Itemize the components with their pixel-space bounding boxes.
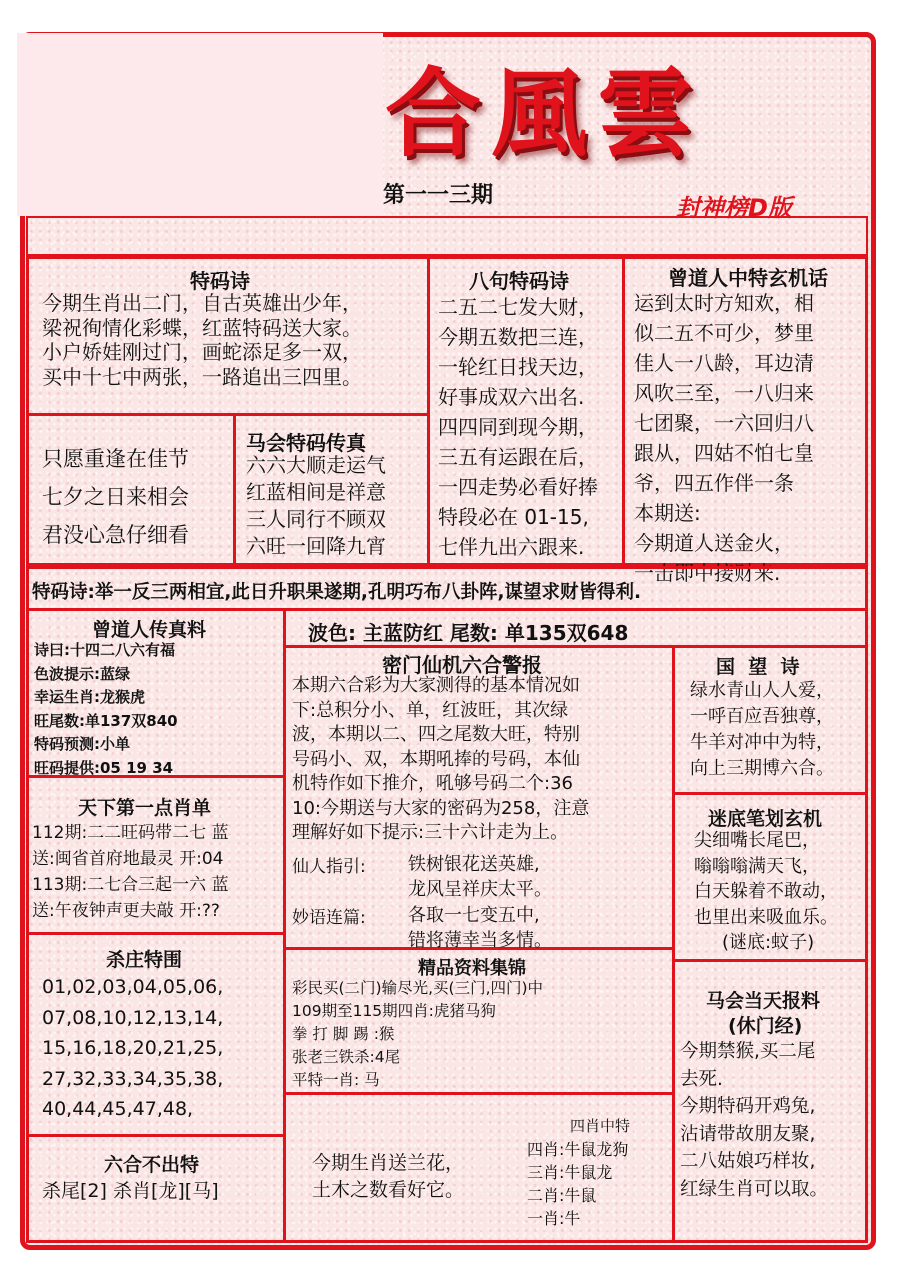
guowang-line: 一呼百应吾独尊， bbox=[690, 706, 834, 727]
poem2-body bbox=[438, 292, 598, 562]
dangtian-title: 马会当天报料 bbox=[706, 990, 821, 1012]
tianxia-title: 天下第一点肖单 bbox=[78, 797, 212, 819]
sixiao-line: 二肖:牛鼠 bbox=[527, 1186, 597, 1205]
midi-line: 尖细嘴长尾巴， bbox=[694, 830, 820, 851]
guowang-title: 国 望 诗 bbox=[716, 656, 800, 678]
mahui-line: 六旺一回降九宵 bbox=[246, 534, 386, 558]
poem3-line: 跟从，四姑不怕七皇 bbox=[634, 441, 814, 465]
sixiao-line: 三肖:牛鼠龙 bbox=[527, 1163, 613, 1182]
midi-line: 白天躲着不敢动， bbox=[694, 881, 838, 902]
poem1-title: 特码诗 bbox=[190, 269, 250, 293]
miman-hint-body bbox=[408, 852, 552, 902]
miman-hint-label: 仙人指引: bbox=[292, 857, 366, 877]
miman-hint-line: 龙风呈祥庆太平。 bbox=[408, 879, 552, 900]
zengdao-line: 旺码提供:05 19 34 bbox=[34, 758, 174, 777]
guowang-body bbox=[690, 678, 834, 782]
miman-wonder-label: 妙语连篇: bbox=[292, 908, 366, 928]
poem1-line: 梁祝徇情化彩蝶，红蓝特码送大家。 bbox=[42, 315, 362, 340]
shazhuang-line: 07,08,10,12,13,14, bbox=[42, 1006, 224, 1029]
miman-line: 理解好如下提示:三十六计走为上。 bbox=[292, 822, 569, 843]
tianxia-body bbox=[32, 820, 229, 924]
poem2-line: 今期五数把三连， bbox=[438, 325, 598, 349]
dangtian-body bbox=[680, 1038, 828, 1203]
miman-title: 密门仙机六合警报 bbox=[382, 653, 542, 677]
lanhua-line: 今期生肖送兰花， bbox=[312, 1152, 465, 1174]
poem3-line: 今期道人送金火， bbox=[634, 531, 794, 555]
verse-line: 七夕之日来相会 bbox=[42, 485, 189, 509]
poem2-line: 四四同到现今期， bbox=[438, 415, 598, 439]
verse-line: 君没心急仔细看 bbox=[42, 523, 189, 547]
midi-body bbox=[694, 828, 838, 956]
poem3-title: 曾道人中特玄机话 bbox=[668, 266, 828, 290]
sixiao-line: 一肖:牛 bbox=[527, 1209, 581, 1228]
mahui-title: 马会特码传真 bbox=[246, 431, 366, 455]
poem3-line: 似二五不可少，梦里 bbox=[634, 321, 814, 345]
poem3-line: 运到太时方知欢，相 bbox=[634, 291, 814, 315]
guowang-line: 向上三期博六合。 bbox=[690, 758, 834, 779]
jingpin-line: 彩民买(二门)输尽光,买(三门,四门)中 bbox=[292, 979, 544, 997]
mahui-body bbox=[246, 452, 386, 560]
sixiao-line: 四肖:牛鼠龙狗 bbox=[527, 1140, 629, 1159]
jingpin-line: 拳 打 脚 踢 :猴 bbox=[292, 1025, 395, 1043]
shazhuang-line: 40,44,45,47,48, bbox=[42, 1098, 194, 1120]
header-title: 合風雲 bbox=[385, 57, 703, 170]
poem2-line: 特段必在 01-15, bbox=[438, 505, 589, 529]
guowang-line: 绿水青山人人爱， bbox=[690, 680, 834, 701]
poem2-title: 八句特码诗 bbox=[469, 269, 569, 293]
poem2-line: 三五有运跟在后， bbox=[438, 445, 598, 469]
zengdao-line: 旺尾数:单137双840 bbox=[34, 711, 178, 730]
dangtian-line: 去死. bbox=[680, 1068, 723, 1090]
zengdao-title: 曾道人传真料 bbox=[92, 619, 207, 641]
zengdao-line: 诗曰:十四二八六有福 bbox=[34, 641, 175, 659]
verse-line: 只愿重逢在佳节 bbox=[42, 447, 189, 471]
shazhuang-numbers bbox=[42, 972, 223, 1125]
miman-wonder-line: 错将薄幸当多情。 bbox=[408, 930, 552, 951]
liuhe-title: 六合不出特 bbox=[104, 1154, 200, 1176]
midi-title: 迷底笔划玄机 bbox=[708, 808, 823, 830]
miman-wonder-line: 各取一七变五中, bbox=[408, 905, 540, 926]
mahui-line: 红蓝相间是祥意 bbox=[246, 480, 386, 504]
dangtian-subtitle: (休门经) bbox=[728, 1015, 803, 1037]
shazhuang-line: 15,16,18,20,21,25, bbox=[42, 1037, 224, 1059]
zengdao-line: 幸运生肖:龙猴虎 bbox=[34, 688, 145, 706]
poem3-line: 本期送: bbox=[634, 501, 701, 525]
miman-line: 10:今期送与大家的密码为258，注意 bbox=[292, 797, 590, 819]
tianxia-line: 送:午夜钟声更夫敲 开:?? bbox=[32, 901, 220, 921]
poem3-line: 风吹三至，一八归来 bbox=[634, 381, 814, 405]
poem3-line: 七团聚，一六回归八 bbox=[634, 411, 814, 435]
jingpin-body bbox=[292, 977, 543, 1092]
issue-number: 第一一三期 bbox=[383, 183, 494, 208]
miman-line: 本期六合彩为大家测得的基本情况如 bbox=[292, 675, 580, 696]
tianxia-line: 送:闽省首府地最灵 开:04 bbox=[32, 849, 224, 869]
shazhuang-line: 27,32,33,34,35,38, bbox=[42, 1067, 224, 1090]
jingpin-line: 109期至115期四肖:虎猪马狗 bbox=[292, 1002, 496, 1020]
zengdao-body bbox=[34, 639, 178, 780]
poem2-line: 二五二七发大财， bbox=[438, 295, 598, 319]
miman-line: 机特作如下推介，吼够号码二个:36 bbox=[292, 773, 573, 794]
liuhe-line: 杀尾[2] 杀肖[龙][马] bbox=[42, 1180, 219, 1202]
dangtian-line: 红绿生肖可以取。 bbox=[680, 1178, 829, 1200]
mahui-line: 三人同行不顾双 bbox=[246, 507, 386, 531]
miman-wonder-body bbox=[408, 903, 552, 953]
poem3-line: 一击即中接财来. bbox=[634, 561, 781, 585]
poem2-line: 一四走势必看好捧 bbox=[438, 475, 598, 499]
miman-body bbox=[292, 674, 589, 846]
jingpin-title: 精品资料集锦 bbox=[418, 958, 526, 979]
miman-hint-line: 铁树银花送英雄, bbox=[408, 854, 540, 875]
edition-label: 封神榜D版 bbox=[676, 194, 792, 222]
jingpin-line: 平特一肖: 马 bbox=[292, 1071, 380, 1089]
sixiao-title: 四肖中特 bbox=[570, 1117, 631, 1135]
tianxia-line: 112期:二二旺码带二七 蓝 bbox=[32, 823, 229, 843]
dangtian-line: 今期禁猴,买二尾 bbox=[680, 1041, 816, 1062]
zengdao-line: 色波提示:蓝绿 bbox=[34, 664, 130, 683]
zengdao-line: 特码预测:小单 bbox=[34, 735, 130, 753]
midi-line: 也里出来吸血乐。 bbox=[694, 906, 838, 928]
poem2-line: 好事成双六出名. bbox=[438, 385, 585, 409]
miman-line: 下:总积分小、单，红波旺，其次绿 bbox=[292, 699, 569, 721]
tianxia-line: 113期:二七合三起一六 蓝 bbox=[32, 875, 229, 895]
jingpin-line: 张老三铁杀:4尾 bbox=[292, 1048, 401, 1066]
header-strip bbox=[26, 216, 868, 256]
poem1-line: 小户娇娃刚过门，画蛇添足多一双， bbox=[42, 340, 362, 364]
poem3-line: 爷，四五作伴一条 bbox=[634, 471, 794, 495]
poem2-line: 一轮红日找天边， bbox=[438, 355, 598, 379]
midi-line: 嗡嗡嗡满天飞， bbox=[694, 855, 820, 877]
sixiao-body bbox=[527, 1138, 628, 1230]
miman-line: 号码小、双，本期吼捧的号码，本仙 bbox=[292, 748, 580, 770]
masked-header-area bbox=[17, 33, 383, 216]
wave-text: 波色: 主蓝防红 尾数: 单135双648 bbox=[308, 621, 629, 645]
dangtian-line: 沾请带故朋友聚, bbox=[680, 1123, 816, 1145]
poem3-line: 佳人一八龄，耳边清 bbox=[634, 351, 814, 375]
mahui-line: 六六大顺走运气 bbox=[246, 453, 386, 477]
poem2-line: 七伴九出六跟来. bbox=[438, 535, 585, 559]
poem3-body bbox=[634, 288, 814, 588]
poem1-body bbox=[42, 291, 362, 389]
guowang-line: 牛羊对冲中为特， bbox=[690, 732, 834, 753]
miman-line: 波，本期以二、四之尾数大旺，特别 bbox=[292, 724, 580, 745]
dangtian-line: 今期特码开鸡兔, bbox=[680, 1096, 816, 1117]
verse-body bbox=[42, 440, 189, 554]
lanhua-line: 土木之数看好它。 bbox=[312, 1179, 465, 1201]
dangtian-line: 二八姑娘巧样妆, bbox=[680, 1151, 816, 1172]
shazhuang-title: 杀庄特围 bbox=[106, 949, 183, 971]
poem1-line: 今期生肖出二门，自古英雄出少年， bbox=[42, 291, 362, 315]
lanhua-body bbox=[312, 1150, 464, 1204]
banner-text: 特码诗:举一反三两相宜,此日升职果遂期,孔明巧布八卦阵,谋望求财皆得利. bbox=[32, 582, 642, 603]
poem1-line: 买中十七中两张，一路追出三四里。 bbox=[42, 364, 362, 389]
shazhuang-line: 01,02,03,04,05,06, bbox=[42, 976, 224, 998]
midi-answer: (谜底:蚊子) bbox=[722, 932, 815, 953]
